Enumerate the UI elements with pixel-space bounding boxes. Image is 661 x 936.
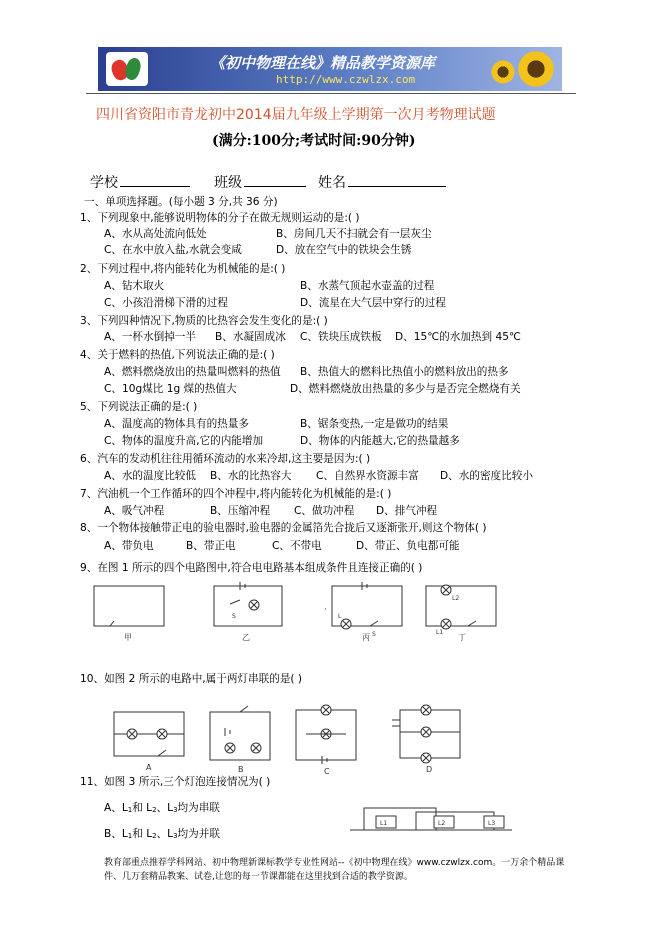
svg-text:L1: L1	[436, 629, 444, 636]
header-rule	[86, 93, 576, 94]
option-d: D、带正、负电都可能	[356, 540, 460, 552]
option-d: D、流星在大气层中穿行的过程	[300, 297, 446, 309]
school-label: 学校	[90, 175, 118, 191]
option-b: B、水蒸气顶起水壶盖的过程	[300, 280, 435, 292]
name-blank	[348, 186, 446, 187]
option-b: B、L1和 L2、L3均为并联	[104, 828, 220, 840]
class-label: 班级	[214, 175, 242, 191]
school-blank	[120, 186, 190, 187]
option-b: B、水的比热容大	[210, 470, 292, 482]
figure-1-circuits	[80, 578, 520, 648]
question-stem: 2、下列过程中,将内能转化为机械能的是:( )	[80, 263, 286, 275]
lamp-label: L2	[438, 820, 446, 827]
footer-line: 件、几万套精品教案、试卷,让您的每一节课都能在这里找到合适的教学资源。	[104, 872, 413, 882]
option-a: A、一杯水倒掉一半	[104, 331, 196, 343]
question-stem: 9、在图 1 所示的四个电路图中,符合电电路基本组成条件且连接正确的( )	[80, 562, 423, 574]
circuit-label: D	[426, 765, 433, 774]
option-a: A、带负电	[104, 540, 154, 552]
class-blank	[244, 186, 306, 187]
banner-title: 《初中物理在线》精品教学资源库	[210, 54, 436, 72]
name-label: 姓名	[318, 175, 346, 191]
circuit-label: 乙	[242, 633, 250, 642]
option-b: B、热值大的燃料比热值小的燃料放出的热多	[300, 366, 509, 378]
question-stem: 10、如图 2 所示的电路中,属于两灯串联的是( )	[80, 673, 303, 685]
circuit-label: C	[324, 767, 330, 776]
option-c: C、不带电	[272, 540, 322, 552]
question-stem: 1、下列现象中,能够说明物体的分子在做无规则运动的是:( )	[80, 212, 360, 224]
sunflower-icon	[516, 49, 556, 89]
option-a: A、吸气冲程	[104, 505, 165, 517]
svg-text:L: L	[338, 613, 342, 620]
question-stem: 11、如图 3 所示,三个灯泡连接情况为( )	[80, 776, 271, 788]
question-stem: 7、汽油机一个工作循环的四个冲程中,将内能转化为机械能的是:( )	[80, 488, 392, 500]
option-b: B、带正电	[186, 540, 236, 552]
option-d: D、水的密度比较小	[440, 470, 533, 482]
section-heading: 一、单项选择题。(每小题 3 分,共 36 分)	[84, 196, 278, 208]
footer-line: 教育部重点推荐学科网站、初中物理新课标教学专业性网站--《初中物理在线》www.czwlzx.com。一万余个精品课	[104, 858, 565, 868]
option-c: C、10g煤比 1g 煤的热值大	[104, 383, 237, 395]
page-subtitle: (满分:100分;考试时间:90分钟)	[212, 133, 416, 149]
banner-url: http://www.czwlzx.com	[276, 73, 416, 86]
option-d: D、物体的内能越大,它的热量越多	[300, 435, 460, 447]
option-d: D、15℃的水加热到 45℃	[395, 331, 521, 343]
svg-text:L2: L2	[452, 595, 460, 602]
circuit-label: 丙	[362, 633, 370, 642]
option-a: A、水从高处流向低处	[104, 228, 207, 240]
option-b: B、水凝固成冰	[215, 331, 286, 343]
option-a: A、水的温度比较低	[104, 470, 196, 482]
figure-3-circuit	[346, 804, 516, 846]
option-a: A、温度高的物体具有的热量多	[104, 418, 249, 430]
option-d: D、排气冲程	[376, 505, 438, 517]
option-d: D、燃料燃烧放出热量的多少与是否完全燃烧有关	[290, 383, 521, 395]
page-footer	[104, 856, 564, 884]
question-stem: 4、关于燃料的热值,下列说法正确的是:( )	[80, 349, 275, 361]
question-stem: 8、一个物体接触带正电的验电器时,验电器的金属箔先合拢后又逐渐张开,则这个物体( )	[80, 522, 487, 534]
option-c: C、做功冲程	[294, 505, 355, 517]
svg-text:S: S	[372, 631, 376, 638]
option-c: C、自然界水资源丰富	[316, 470, 419, 482]
sunflower-icon	[490, 59, 516, 85]
lamp-label: L3	[488, 820, 496, 827]
question-stem: 3、下列四种情况下,物质的比热容会发生变化的是:( )	[80, 315, 328, 327]
option-a: A、L1和 L2、L3均为串联	[104, 802, 220, 814]
option-c: C、铁块压成铁板	[300, 331, 382, 343]
circuit-label: 甲	[124, 633, 132, 642]
circuit-label: B	[238, 765, 244, 774]
option-c: C、物体的温度升高,它的内能增加	[104, 435, 264, 447]
circuit-label: A	[146, 763, 152, 772]
figure-2-circuits	[100, 700, 480, 780]
option-b: B、房间几天不扫就会有一层灰尘	[276, 228, 432, 240]
page-title: 四川省资阳市青龙初中2014届九年级上学期第一次月考物理试题	[96, 107, 496, 123]
question-stem: 6、汽车的发动机往往用循环流动的水来冷却,这主要是因为:( )	[80, 453, 371, 465]
option-a: A、燃料燃烧放出的热量叫燃料的热值	[104, 366, 281, 378]
option-b: B、压缩冲程	[210, 505, 271, 517]
option-a: A、钻木取火	[104, 280, 165, 292]
svg-text:·: ·	[324, 605, 327, 615]
option-c: C、小孩沿滑梯下滑的过程	[104, 297, 228, 309]
site-logo-icon	[106, 52, 148, 86]
option-d: D、放在空气中的铁块会生锈	[276, 244, 412, 256]
option-b: B、锯条变热,一定是做功的结果	[300, 418, 449, 430]
header-banner	[98, 47, 562, 91]
question-stem: 5、下列说法正确的是:( )	[80, 401, 198, 413]
lamp-label: L1	[380, 820, 388, 827]
svg-text:S: S	[232, 613, 236, 620]
circuit-label: 丁	[458, 633, 466, 642]
option-c: C、在水中放入盐,水就会变咸	[104, 244, 242, 256]
